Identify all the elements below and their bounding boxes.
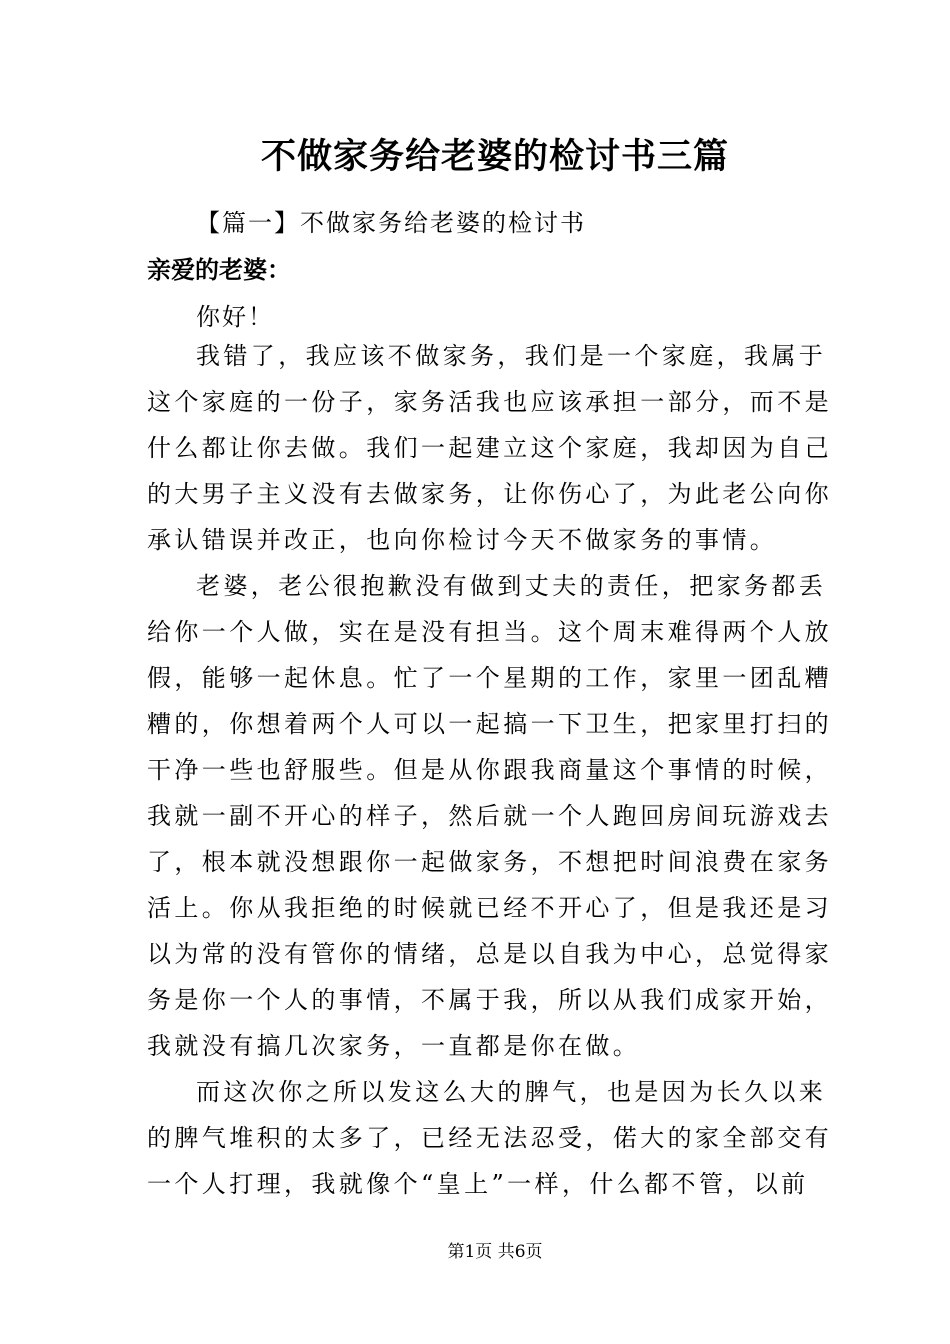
paragraph-line: 我就一副不开心的样子，然后就一个人跑回房间玩游戏去: [147, 802, 832, 830]
paragraph-line: 给你一个人做，实在是没有担当。这个周末难得两个人放: [147, 618, 832, 646]
page-footer: 第1页 共6页: [447, 1242, 543, 1262]
paragraph-3: [147, 1069, 832, 1207]
paragraph-line: 的大男子主义没有去做家务，让你伤心了，为此老公向你: [147, 480, 832, 508]
paragraph-line: 活上。你从我拒绝的时候就已经不开心了，但是我还是习: [147, 894, 832, 922]
paragraph-line: 了，根本就没想跟你一起做家务，不想把时间浪费在家务: [147, 848, 832, 876]
paragraph-line: 承认错误并改正，也向你检讨今天不做家务的事情。: [147, 526, 778, 554]
paragraph-line: 什么都让你去做。我们一起建立这个家庭，我却因为自己: [147, 434, 832, 462]
greeting: 你好！: [196, 303, 274, 331]
paragraph-line: 老婆，老公很抱歉没有做到丈夫的责任，把家务都丢: [196, 572, 827, 600]
paragraph-line: 我错了，我应该不做家务，我们是一个家庭，我属于: [196, 342, 827, 370]
paragraph-1: [147, 333, 832, 563]
paragraph-line: 的脾气堆积的太多了，已经无法忍受，偌大的家全部交有: [147, 1124, 832, 1152]
paragraph-2: [147, 563, 832, 1069]
paragraph-line: 一个人打理，我就像个“皇上”一样，什么都不管，以前: [147, 1170, 809, 1198]
paragraph-line: 务是你一个人的事情，不属于我，所以从我们成家开始，: [147, 986, 832, 1014]
paragraph-line: 这个家庭的一份子，家务活我也应该承担一部分，而不是: [147, 388, 832, 416]
paragraph-line: 糟的，你想着两个人可以一起搞一下卫生，把家里打扫的: [147, 710, 832, 738]
section-heading: 【篇一】不做家务给老婆的检讨书: [196, 209, 586, 237]
paragraph-line: 以为常的没有管你的情绪，总是以自我为中心，总觉得家: [147, 940, 832, 968]
paragraph-line: 干净一些也舒服些。但是从你跟我商量这个事情的时候，: [147, 756, 832, 784]
paragraph-line: 我就没有搞几次家务，一直都是你在做。: [147, 1032, 641, 1060]
document-title: 不做家务给老婆的检讨书三篇: [260, 136, 729, 177]
salutation: 亲爱的老婆：: [147, 255, 291, 284]
paragraph-line: 假，能够一起休息。忙了一个星期的工作，家里一团乱糟: [147, 664, 832, 692]
paragraph-line: 而这次你之所以发这么大的脾气，也是因为长久以来: [196, 1078, 827, 1106]
